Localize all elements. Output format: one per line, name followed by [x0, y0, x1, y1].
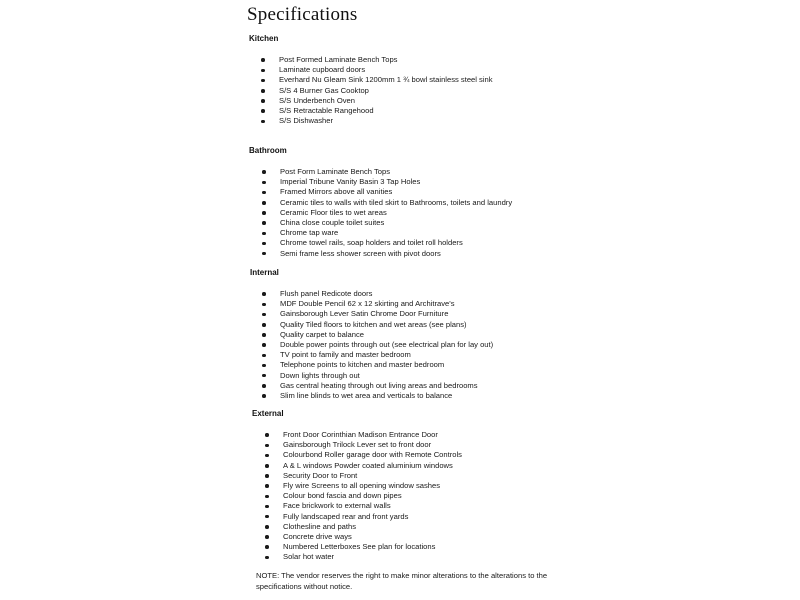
list-item-text: A & L windows Powder coated aluminium windows: [283, 460, 453, 470]
list-item: [261, 542, 462, 552]
list-item-text: Double power points through out (see electrical plan for lay out): [280, 339, 494, 349]
bullet-icon: [265, 433, 269, 437]
list-item-text: Semi frame less shower screen with pivot doors: [280, 248, 441, 258]
list-item: [261, 481, 462, 491]
list-item-text: China close couple toilet suites: [280, 217, 385, 227]
bullet-icon: [262, 384, 266, 388]
list-item: [261, 430, 462, 440]
list-item: [261, 501, 462, 511]
bullet-icon: [262, 232, 266, 236]
list-item-text: Gas central heating through out living areas and bedrooms: [280, 380, 478, 390]
bullet-icon: [265, 525, 269, 529]
list-item: [258, 350, 493, 360]
list-item: [258, 340, 493, 350]
section-kitchen: [249, 34, 493, 126]
list-item: [258, 330, 493, 340]
section-heading: Bathroom: [249, 146, 287, 155]
list-item-text: Down lights through out: [280, 370, 360, 380]
list-item-text: Gainsborough Trilock Lever set to front door: [283, 440, 432, 450]
list-item-text: TV point to family and master bedroom: [280, 350, 411, 360]
bullet-icon: [262, 191, 266, 195]
list-item-text: S/S 4 Burner Gas Cooktop: [279, 85, 369, 95]
list-item: [257, 116, 493, 126]
list-item: [258, 187, 512, 197]
section-heading: External: [252, 409, 284, 418]
list-item-text: Quality carpet to balance: [280, 329, 365, 339]
list-item-text: Chrome tap ware: [280, 228, 339, 238]
list-item: [258, 289, 493, 299]
bullet-icon: [262, 394, 266, 398]
list-item: [258, 218, 512, 228]
bullet-icon: [261, 79, 265, 83]
list-item: [258, 371, 493, 381]
list-item-text: Solar hot water: [283, 552, 335, 562]
bullet-icon: [262, 313, 266, 317]
list-item-text: Fully landscaped rear and front yards: [283, 511, 409, 521]
list-item: [261, 552, 462, 562]
list-item-text: Clothesline and paths: [283, 521, 357, 531]
list-item-text: Framed Mirrors above all vanities: [280, 187, 393, 197]
list-item: [261, 532, 462, 542]
list-item-text: Colourbond Roller garage door with Remote Controls: [283, 450, 462, 460]
list-item: [258, 360, 493, 370]
bullet-icon: [265, 515, 269, 519]
list-item-text: Telephone points to kitchen and master bedroom: [280, 360, 445, 370]
list-item: [258, 320, 493, 330]
list-item: [258, 208, 512, 218]
list-item: [257, 106, 493, 116]
list-item: [261, 471, 462, 481]
list-item-text: Post Formed Laminate Bench Tops: [279, 55, 398, 64]
bullet-icon: [265, 556, 269, 560]
bullet-icon: [262, 221, 266, 225]
list-item-text: S/S Dishwasher: [279, 116, 334, 126]
list-item: [258, 238, 512, 248]
list-item-text: Everhard Nu Gleam Sink 1200mm 1 ¾ bowl stainless steel sink: [279, 75, 493, 85]
section-internal: [250, 268, 493, 401]
section-list: [258, 289, 493, 401]
bullet-icon: [262, 170, 266, 174]
list-item-text: S/S Underbench Oven: [279, 95, 355, 105]
bullet-icon: [261, 120, 265, 124]
bullet-icon: [262, 303, 266, 307]
list-item-text: Imperial Tribune Vanity Basin 3 Tap Holes: [280, 177, 421, 187]
list-item-text: Front Door Corinthian Madison Entrance Door: [283, 430, 438, 439]
list-item-text: Post Form Laminate Bench Tops: [280, 167, 391, 176]
list-item: [257, 96, 493, 106]
list-item-text: Laminate cupboard doors: [279, 65, 366, 75]
section-external: [252, 409, 462, 562]
list-item: [261, 491, 462, 501]
bullet-icon: [265, 545, 269, 549]
list-item: [258, 309, 493, 319]
bullet-icon: [265, 495, 269, 499]
list-item: [258, 381, 493, 391]
bullet-icon: [262, 354, 266, 358]
bullet-icon: [261, 89, 265, 93]
list-item: [258, 167, 512, 177]
bullet-icon: [261, 69, 265, 73]
list-item: [261, 450, 462, 460]
bullet-icon: [261, 58, 265, 62]
section-list: [258, 167, 512, 259]
list-item-text: Concrete drive ways: [283, 531, 352, 541]
list-item-text: MDF Double Pencil 62 x 12 skirting and Architrave's: [280, 299, 455, 309]
list-item: [258, 177, 512, 187]
bullet-icon: [262, 252, 266, 256]
list-item: [261, 461, 462, 471]
bullet-icon: [262, 201, 266, 205]
bullet-icon: [262, 364, 266, 368]
list-item: [261, 522, 462, 532]
section-bathroom: [249, 146, 512, 259]
list-item: [257, 55, 493, 65]
list-item-text: Colour bond fascia and down pipes: [283, 491, 402, 501]
list-item: [258, 198, 512, 208]
list-item: [258, 228, 512, 238]
list-item-text: Security Door to Front: [283, 470, 358, 480]
list-item-text: S/S Retractable Rangehood: [279, 105, 374, 115]
list-item: [258, 391, 493, 401]
bullet-icon: [262, 323, 266, 327]
section-heading: Internal: [250, 268, 279, 277]
list-item: [261, 440, 462, 450]
list-item-text: Fly wire Screens to all opening window sashes: [283, 480, 441, 490]
list-item: [257, 65, 493, 75]
bullet-icon: [262, 181, 266, 185]
list-item: [261, 512, 462, 522]
list-item-text: Gainsborough Lever Satin Chrome Door Furniture: [280, 309, 449, 319]
bullet-icon: [262, 374, 266, 378]
list-item: [257, 75, 493, 85]
list-item-text: Face brickwork to external walls: [283, 501, 391, 511]
bullet-icon: [265, 474, 269, 478]
bullet-icon: [265, 454, 269, 458]
bullet-icon: [262, 343, 266, 347]
bullet-icon: [265, 505, 269, 509]
list-item-text: Slim line blinds to wet area and verticals to balance: [280, 390, 453, 400]
bullet-icon: [262, 333, 266, 337]
list-item-text: Flush panel Redicote doors: [280, 289, 373, 298]
section-heading: Kitchen: [249, 34, 279, 43]
bullet-icon: [265, 464, 269, 468]
page-title: Specifications: [247, 4, 358, 25]
bullet-icon: [262, 292, 266, 296]
section-list: [261, 430, 462, 562]
list-item-text: Ceramic Floor tiles to wet areas: [280, 207, 387, 217]
bullet-icon: [265, 444, 269, 448]
bullet-icon: [265, 484, 269, 488]
list-item-text: Ceramic tiles to walls with tiled skirt to Bathrooms, toilets and laundry: [280, 197, 513, 207]
list-item-text: Numbered Letterboxes See plan for locations: [283, 542, 436, 552]
list-item-text: Quality Tiled floors to kitchen and wet areas (see plans): [280, 319, 467, 329]
list-item-text: Chrome towel rails, soap holders and toilet roll holders: [280, 238, 463, 248]
list-item: [258, 249, 512, 259]
bullet-icon: [261, 99, 265, 103]
list-item: [258, 299, 493, 309]
bullet-icon: [265, 535, 269, 539]
list-item: [257, 86, 493, 96]
section-list: [257, 55, 493, 126]
bullet-icon: [262, 242, 266, 246]
bullet-icon: [261, 109, 265, 113]
vendor-note: NOTE: The vendor reserves the right to make minor alterations to the alterations to the specifications without notice.: [256, 571, 548, 591]
bullet-icon: [262, 211, 266, 215]
